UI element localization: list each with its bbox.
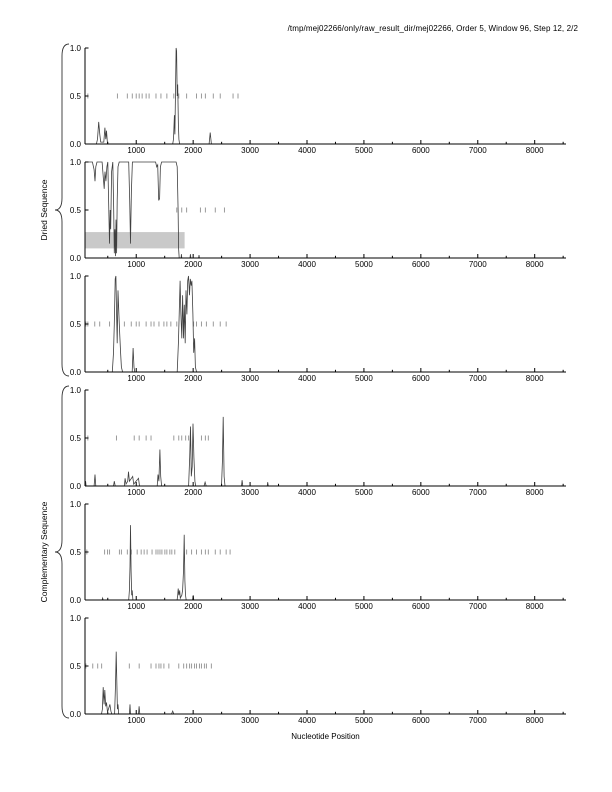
- subplot-canvas: [50, 154, 590, 268]
- x-tick-label: 6000: [411, 488, 430, 496]
- y-tick-label: 0.0: [69, 140, 81, 149]
- subplot-stack: [50, 40, 590, 724]
- y-tick-label: 0.0: [69, 596, 81, 605]
- data-curve: [85, 417, 279, 486]
- x-tick-label: 6000: [411, 374, 430, 382]
- subplot-canvas: [50, 268, 590, 382]
- x-tick-label: 8000: [525, 488, 544, 496]
- y-tick-label: 0.5: [69, 662, 81, 671]
- x-tick-label: 4000: [298, 260, 316, 268]
- x-tick-label: 7000: [468, 716, 487, 724]
- x-tick-label: 6000: [411, 716, 430, 724]
- x-tick-label: 5000: [355, 260, 373, 268]
- x-tick-label: 5000: [355, 374, 373, 382]
- group-label-dried-sequence: Dried Sequence: [39, 179, 49, 241]
- x-tick-label: 3000: [241, 374, 259, 382]
- x-tick-label: 5000: [355, 146, 373, 154]
- x-tick-label: 4000: [298, 716, 316, 724]
- y-tick-label: 0.5: [69, 320, 81, 329]
- x-tick-label: 7000: [468, 488, 487, 496]
- x-tick-label: 2000: [184, 716, 203, 724]
- subplot-dried-1: [50, 40, 590, 154]
- x-tick-label: 8000: [525, 146, 544, 154]
- highlight-band: [85, 232, 185, 248]
- x-tick-label: 1000: [127, 260, 146, 268]
- x-tick-label: 1000: [127, 602, 146, 610]
- x-tick-label: 7000: [468, 146, 487, 154]
- x-tick-label: 7000: [468, 374, 487, 382]
- x-tick-label: 1000: [127, 716, 146, 724]
- x-tick-label: 3000: [241, 488, 259, 496]
- x-tick-label: 8000: [525, 374, 544, 382]
- x-tick-label: 1000: [127, 146, 146, 154]
- x-tick-label: 7000: [468, 260, 487, 268]
- x-tick-label: 2000: [184, 374, 203, 382]
- y-tick-label: 0.0: [69, 482, 81, 491]
- x-tick-label: 6000: [411, 260, 430, 268]
- subplot-canvas: [50, 610, 590, 724]
- x-tick-label: 1000: [127, 374, 146, 382]
- x-tick-label: 3000: [241, 602, 259, 610]
- subplot-complementary-1: [50, 382, 590, 496]
- x-tick-label: 8000: [525, 716, 544, 724]
- x-tick-label: 5000: [355, 602, 373, 610]
- x-tick-label: 5000: [355, 716, 373, 724]
- subplot-canvas: [50, 496, 590, 610]
- subplot-dried-2: [50, 154, 590, 268]
- subplot-complementary-3: [50, 610, 590, 724]
- subplot-canvas: [50, 40, 590, 154]
- x-tick-label: 3000: [241, 716, 259, 724]
- y-tick-label: 1.0: [69, 158, 81, 167]
- x-tick-label: 3000: [241, 146, 259, 154]
- y-tick-label: 0.5: [69, 434, 81, 443]
- y-tick-label: 1.0: [69, 614, 81, 623]
- figure-title: /tmp/mej02266/only/raw_result_dir/mej02266, Order 5, Window 96, Step 12, 2/2: [287, 24, 578, 33]
- y-tick-label: 0.0: [69, 254, 81, 263]
- x-tick-label: 4000: [298, 602, 316, 610]
- y-tick-label: 1.0: [69, 386, 81, 395]
- x-tick-label: 3000: [241, 260, 259, 268]
- subplot-canvas: [50, 382, 590, 496]
- x-tick-label: 2000: [184, 602, 203, 610]
- y-tick-label: 0.5: [69, 206, 81, 215]
- y-tick-label: 1.0: [69, 272, 81, 281]
- x-tick-label: 1000: [127, 488, 146, 496]
- x-tick-label: 6000: [411, 602, 430, 610]
- x-tick-label: 7000: [468, 602, 487, 610]
- y-tick-label: 0.0: [69, 710, 81, 719]
- x-tick-label: 8000: [525, 260, 544, 268]
- y-tick-label: 1.0: [69, 500, 81, 509]
- x-tick-label: 2000: [184, 488, 203, 496]
- x-tick-label: 6000: [411, 146, 430, 154]
- data-curve: [85, 652, 227, 714]
- y-tick-label: 1.0: [69, 44, 81, 53]
- x-axis-title: Nucleotide Position: [291, 732, 360, 741]
- y-tick-label: 0.5: [69, 548, 81, 557]
- group-label-complementary-sequence: Complementary Sequence: [39, 501, 49, 603]
- x-tick-label: 8000: [525, 602, 544, 610]
- subplot-dried-3: [50, 268, 590, 382]
- data-curve: [85, 525, 227, 600]
- x-tick-label: 4000: [298, 488, 316, 496]
- y-tick-label: 0.5: [69, 92, 81, 101]
- x-tick-label: 2000: [184, 260, 203, 268]
- x-tick-label: 4000: [298, 374, 316, 382]
- x-tick-label: 5000: [355, 488, 373, 496]
- x-tick-label: 2000: [184, 146, 203, 154]
- y-tick-label: 0.0: [69, 368, 81, 377]
- x-tick-label: 4000: [298, 146, 316, 154]
- subplot-complementary-2: [50, 496, 590, 610]
